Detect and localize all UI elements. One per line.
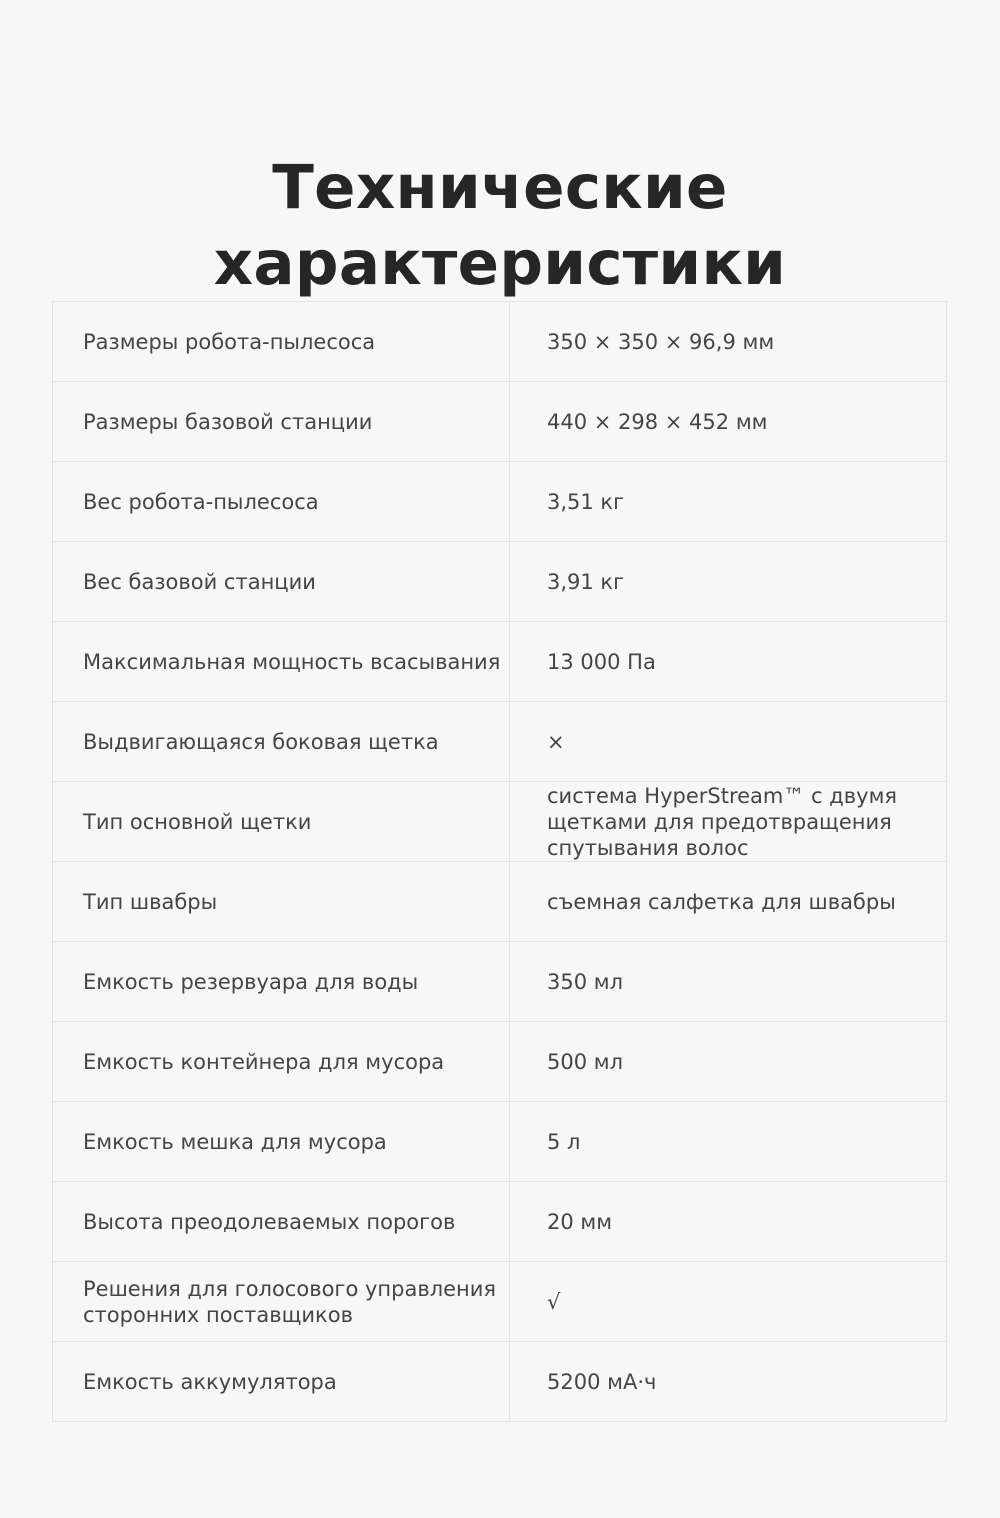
spec-value: 3,51 кг <box>510 462 947 542</box>
spec-label: Вес робота-пылесоса <box>53 462 510 542</box>
page-title: Технические характеристики <box>213 152 787 299</box>
table-row <box>53 302 947 382</box>
spec-value: 3,91 кг <box>510 542 947 622</box>
spec-label: Емкость контейнера для мусора <box>53 1022 510 1102</box>
table-row <box>53 382 947 462</box>
spec-value: съемная салфетка для швабры <box>510 862 947 942</box>
table-row <box>53 1102 947 1182</box>
spec-value: 440 × 298 × 452 мм <box>510 382 947 462</box>
spec-label: Максимальная мощность всасывания <box>53 622 510 702</box>
table-row <box>53 1262 947 1342</box>
spec-label: Емкость мешка для мусора <box>53 1102 510 1182</box>
table-row <box>53 862 947 942</box>
table-row <box>53 462 947 542</box>
spec-label: Размеры базовой станции <box>53 382 510 462</box>
spec-value: система HyperStream™ с двумя щетками для предотвращения спутывания волос <box>510 782 947 862</box>
spec-label: Тип основной щетки <box>53 782 510 862</box>
table-row <box>53 622 947 702</box>
spec-label: Вес базовой станции <box>53 542 510 622</box>
spec-value: 5 л <box>510 1102 947 1182</box>
spec-value: 20 мм <box>510 1182 947 1262</box>
spec-label: Размеры робота-пылесоса <box>53 302 510 382</box>
table-row <box>53 782 947 862</box>
spec-value: 500 мл <box>510 1022 947 1102</box>
spec-label: Выдвигающаяся боковая щетка <box>53 702 510 782</box>
spec-label: Емкость аккумулятора <box>53 1342 510 1422</box>
spec-value: × <box>510 702 947 782</box>
spec-value: 350 × 350 × 96,9 мм <box>510 302 947 382</box>
spec-label: Высота преодолеваемых порогов <box>53 1182 510 1262</box>
spec-value: 350 мл <box>510 942 947 1022</box>
table-row <box>53 1182 947 1262</box>
spec-label: Тип швабры <box>53 862 510 942</box>
table-row <box>53 542 947 622</box>
spec-table <box>52 301 947 1422</box>
spec-label: Емкость резервуара для воды <box>53 942 510 1022</box>
spec-value: 13 000 Па <box>510 622 947 702</box>
spec-table-body <box>53 302 947 1422</box>
spec-value: 5200 мА·ч <box>510 1342 947 1422</box>
spec-label: Решения для голосового управления сторонних поставщиков <box>53 1262 510 1342</box>
table-row <box>53 942 947 1022</box>
table-row <box>53 1022 947 1102</box>
table-row <box>53 702 947 782</box>
spec-value: √ <box>510 1262 947 1342</box>
table-row <box>53 1342 947 1422</box>
